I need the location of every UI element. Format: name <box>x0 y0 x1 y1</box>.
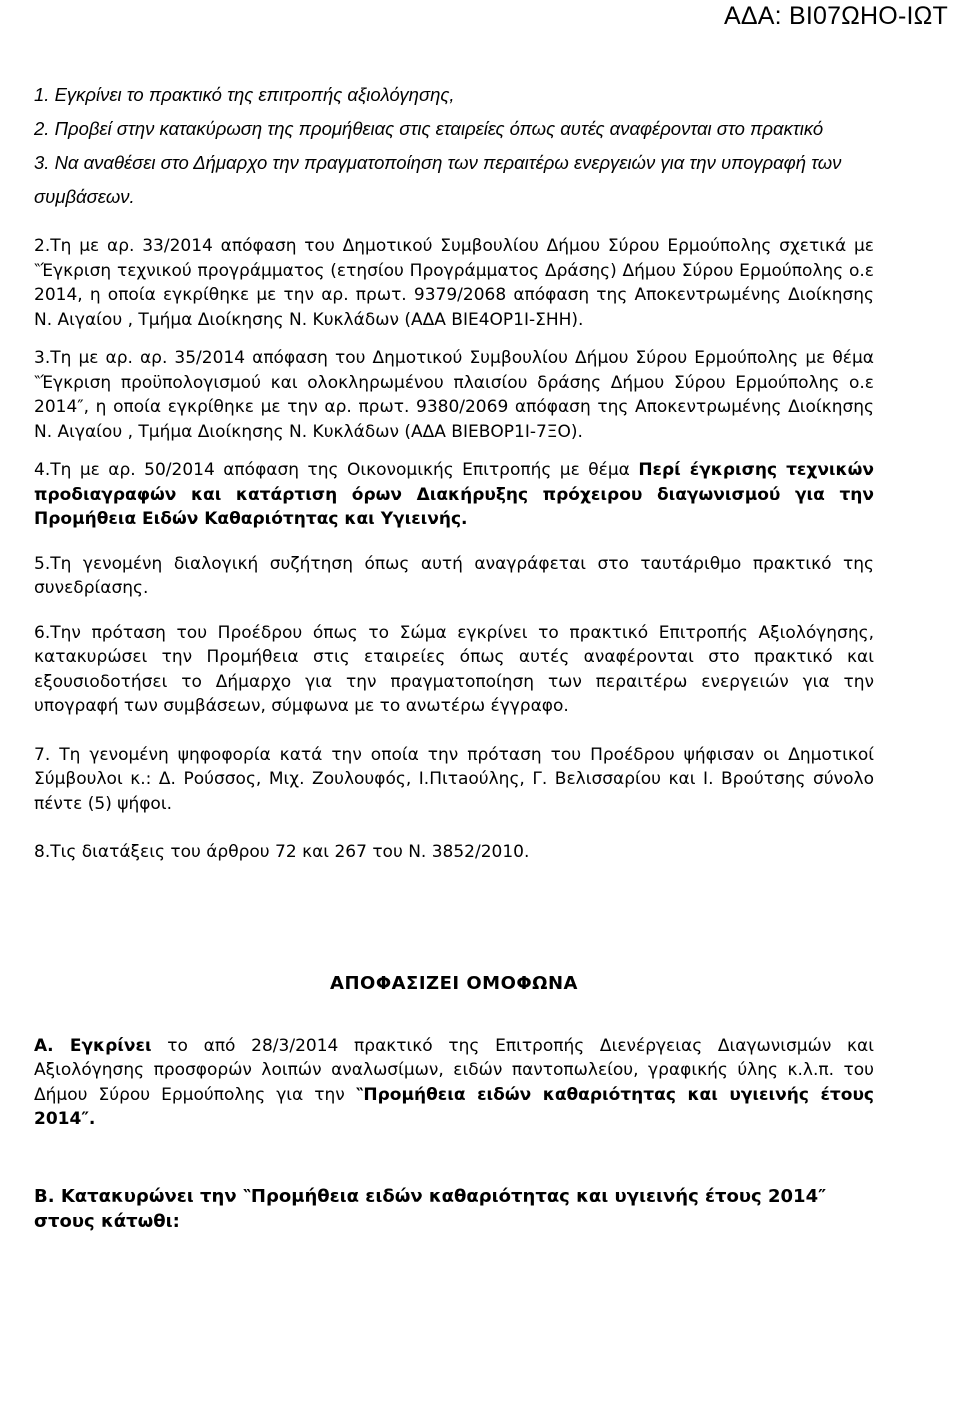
section-a-label: Α. Εγκρίνει <box>34 1035 152 1056</box>
item-4-text: 4.Τη με αρ. 50/2014 απόφαση της Οικονομικής Επιτροπής με θέμα <box>34 460 639 480</box>
list-item: 1. Εγκρίνει το πρακτικό της επιτροπής αξιολόγησης, <box>34 84 455 105</box>
item-8: 8.Τις διατάξεις του άρθρου 72 και 267 του Ν. 3852/2010. <box>34 842 530 862</box>
ada-code: ΑΔΑ: ΒΙ07ΩΗΟ-ΙΩΤ <box>724 2 948 30</box>
item-2: 2.Τη με αρ. 33/2014 απόφαση του Δημοτικού Συμβουλίου Δήμου Σύρου Ερμούπολης σχετικά με ‶Έγκριση τεχνικού προγράμματος (ετησίου Προγράμματος Δράσης) Δήμου Σύρου Ερμούπολης ο.ε 2014, η οποία εγκρίθηκε με την αρ. πρωτ. 9379/2068 απόφαση της Αποκεντρωμένης Διοίκησης Ν. Αιγαίου , Τμήμα Διοίκησης Ν. Κυκλάδων (ΑΔΑ ΒΙΕ4ΟΡ1Ι-ΣΗΗ). <box>34 236 874 330</box>
item-3: 3.Τη με αρ. αρ. 35/2014 απόφαση του Δημοτικού Συμβουλίου Δήμου Σύρου Ερμούπολης με θέμα ‶Έγκριση προϋπολογισμού και ολοκληρωμένου πλαισίου δράσης Δήμου Σύρου Ερμούπολης ο.ε 2014″, η οποία εγκρίθηκε με την αρ. πρωτ. 9380/2069 απόφαση της Αποκεντρωμένης Διοίκησης Ν. Αιγαίου , Τμήμα Διοίκησης Ν. Κυκλάδων (ΑΔΑ ΒΙΕΒΟΡ1Ι-7ΞΟ). <box>34 348 874 442</box>
section-a-subject: ‶Προμήθεια ειδών καθαριότητας και υγιεινής έτους 2014″. <box>34 1084 874 1129</box>
italic-decision-list <box>34 78 874 214</box>
section-a-text: το από 28/3/2014 πρακτικό της Επιτροπής Διενέργειας Διαγωνισμών και Αξιολόγησης προσφορών λοιπών αναλωσίμων, ειδών παντοπωλείου, γραφικής ύλης κ.λ.π. του Δήμου Σύρου Ερμούπολης για την <box>34 1035 875 1105</box>
item-4-subject: Περί έγκρισης τεχνικών προδιαγραφών και κατάρτιση όρων Διακήρυξης πρόχειρου διαγωνισμού για την Προμήθεια Ειδών Καθαριότητας και Υγιεινής. <box>34 460 874 529</box>
decision-heading: ΑΠΟΦΑΣΙΖΕΙ ΟΜΟΦΩΝΑ <box>330 972 578 994</box>
item-4 <box>34 458 874 532</box>
item-5: 5.Τη γενομένη διαλογική συζήτηση όπως αυτή αναγράφεται στο ταυτάριθμο πρακτικό της συνεδρίασης. <box>34 553 874 598</box>
list-item: 3. Να αναθέσει στο Δήμαρχο την πραγματοποίηση των περαιτέρω ενεργειών για την υπογραφή των συμβάσεων. <box>34 152 842 207</box>
section-a <box>34 1034 874 1132</box>
item-7: 7. Τη γενομένη ψηφοφορία κατά την οποία την πρόταση του Προέδρου ψήφισαν οι Δημοτικοί Σύμβουλοι κ.: Δ. Ρούσσος, Μιχ. Ζουλουφός, Ι.Πιτaούλης, Γ. Βελισσαρίου και Ι. Βρούτσης σύνολο πέντε (5) ψήφοι. <box>34 744 874 814</box>
item-6: 6.Την πρόταση του Προέδρου όπως το Σώμα εγκρίνει το πρακτικό Επιτροπής Αξιολόγησης, κατακυρώσει την Προμήθεια στις εταιρείες όπως αυτές αναφέρονται στο πρακτικό και εξουσιοδοτήσει το Δήμαρχο για την πραγματοποίηση των περαιτέρω ενεργειών για την υπογραφή των συμβάσεων, σύμφωνα με το ανωτέρω έγγραφο. <box>34 622 874 716</box>
section-b: Β. Κατακυρώνει την ‶Προμήθεια ειδών καθαριότητας και υγιεινής έτους 2014″ στους κάτωθι: <box>34 1185 827 1232</box>
document-body <box>34 70 874 1234</box>
list-item: 2. Προβεί στην κατακύρωση της προμήθειας στις εταιρείες όπως αυτές αναφέρονται στο πρακτικό <box>34 118 824 139</box>
